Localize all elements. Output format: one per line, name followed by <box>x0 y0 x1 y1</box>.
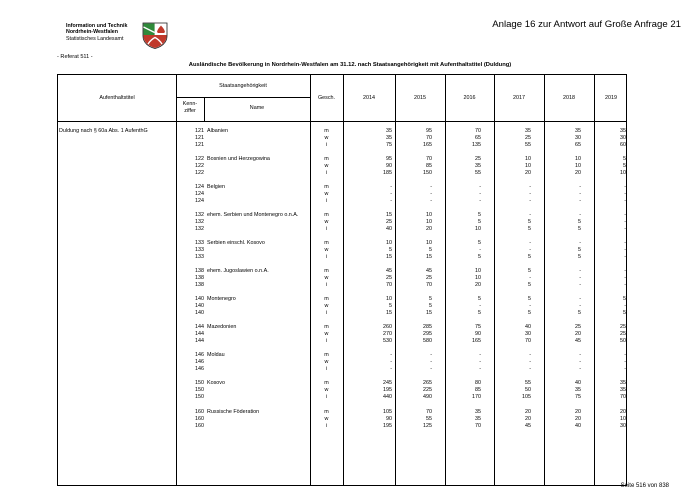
value-cell-2019: 30 <box>620 135 626 141</box>
value-cell-2019: 30 <box>620 423 626 429</box>
country-name-cell: Moldau <box>207 352 225 358</box>
value-cell-2014: 185 <box>383 170 392 176</box>
value-cell-2016: - <box>479 198 481 204</box>
col-staatsangehoerigkeit: Staatsangehörigkeit <box>219 83 267 89</box>
col-year-2019: 2019 <box>605 95 617 101</box>
value-cell-2018: 20 <box>575 170 581 176</box>
value-cell-2017: 5 <box>528 310 531 316</box>
table-caption: Ausländische Bevölkerung in Nordrhein-Westfalen am 31.12. nach Staatsangehörigkeit mit Aufenthaltstitel (Duldung) <box>188 62 512 68</box>
value-cell-2019: - <box>624 303 626 309</box>
col-aufenthaltstitel: Aufenthaltstitel <box>99 95 135 101</box>
kennziffer-cell: 150 <box>195 380 204 386</box>
kennziffer-cell: 146 <box>195 359 204 365</box>
value-cell-2014: 5 <box>389 247 392 253</box>
geschlecht-cell: w <box>324 387 329 393</box>
value-cell-2016: - <box>479 303 481 309</box>
value-cell-2015: 15 <box>426 310 432 316</box>
value-cell-2014: 5 <box>389 303 392 309</box>
value-cell-2018: - <box>579 240 581 246</box>
value-cell-2016: 135 <box>472 142 481 148</box>
col-year-2016: 2016 <box>463 95 476 101</box>
value-cell-2019: - <box>624 352 626 358</box>
value-cell-2015: 95 <box>426 128 432 134</box>
value-cell-2015: - <box>430 359 432 365</box>
kennziffer-cell: 121 <box>195 135 204 141</box>
geschlecht-cell: w <box>324 303 329 309</box>
data-table <box>57 74 627 486</box>
kennziffer-cell: 150 <box>195 394 204 400</box>
value-cell-2017: 5 <box>528 219 531 225</box>
value-cell-2019: 25 <box>620 324 626 330</box>
value-cell-2019: 5 <box>623 310 626 316</box>
value-cell-2019: - <box>624 268 626 274</box>
value-cell-2016: 65 <box>475 135 481 141</box>
value-cell-2018: 45 <box>575 338 581 344</box>
org-name <box>66 23 127 42</box>
value-cell-2016: - <box>479 247 481 253</box>
value-cell-2017: - <box>529 352 531 358</box>
kennziffer-cell: 160 <box>195 416 204 422</box>
value-cell-2019: 35 <box>620 387 626 393</box>
value-cell-2014: - <box>390 359 392 365</box>
geschlecht-cell: m <box>324 296 329 302</box>
value-cell-2018: - <box>579 268 581 274</box>
kennziffer-cell: 122 <box>195 163 204 169</box>
value-cell-2016: 10 <box>475 275 481 281</box>
value-cell-2016: 80 <box>475 380 481 386</box>
value-cell-2015: 150 <box>423 170 432 176</box>
geschlecht-cell: w <box>324 135 329 141</box>
geschlecht-cell: i <box>325 423 328 429</box>
kennziffer-cell: 146 <box>195 352 204 358</box>
value-cell-2019: 35 <box>620 128 626 134</box>
value-cell-2019: 70 <box>620 394 626 400</box>
value-cell-2015: 20 <box>426 226 432 232</box>
value-cell-2018: - <box>579 359 581 365</box>
kennziffer-cell: 133 <box>195 247 204 253</box>
page-number: Seite 516 von 838 <box>620 483 669 489</box>
value-cell-2018: - <box>579 198 581 204</box>
value-cell-2014: 10 <box>386 296 392 302</box>
value-cell-2016: - <box>479 366 481 372</box>
value-cell-2014: 105 <box>383 409 392 415</box>
geschlecht-cell: i <box>325 282 328 288</box>
value-cell-2015: - <box>430 191 432 197</box>
value-cell-2017: 20 <box>525 170 531 176</box>
value-cell-2014: 70 <box>386 282 392 288</box>
value-cell-2015: - <box>430 352 432 358</box>
value-cell-2018: - <box>579 282 581 288</box>
value-cell-2016: - <box>479 352 481 358</box>
kennziffer-cell: 138 <box>195 268 204 274</box>
value-cell-2016: 85 <box>475 387 481 393</box>
value-cell-2015: 70 <box>426 409 432 415</box>
value-cell-2014: 245 <box>383 380 392 386</box>
value-cell-2014: 15 <box>386 310 392 316</box>
kennziffer-cell: 146 <box>195 366 204 372</box>
value-cell-2018: - <box>579 366 581 372</box>
value-cell-2017: - <box>529 366 531 372</box>
nrw-crest-icon <box>142 22 168 49</box>
value-cell-2018: 35 <box>575 128 581 134</box>
value-cell-2018: 40 <box>575 423 581 429</box>
kennziffer-cell: 140 <box>195 303 204 309</box>
value-cell-2016: 75 <box>475 324 481 330</box>
value-cell-2017: 5 <box>528 226 531 232</box>
value-cell-2018: 65 <box>575 142 581 148</box>
value-cell-2014: 35 <box>386 128 392 134</box>
value-cell-2016: 10 <box>475 226 481 232</box>
geschlecht-cell: m <box>324 324 329 330</box>
value-cell-2016: 20 <box>475 282 481 288</box>
value-cell-2018: 5 <box>578 219 581 225</box>
kennziffer-cell: 121 <box>195 142 204 148</box>
value-cell-2017: 10 <box>525 163 531 169</box>
kennziffer-cell: 132 <box>195 226 204 232</box>
geschlecht-cell: m <box>324 156 329 162</box>
geschlecht-cell: m <box>324 240 329 246</box>
value-cell-2015: 45 <box>426 268 432 274</box>
value-cell-2014: 260 <box>383 324 392 330</box>
value-cell-2015: 125 <box>423 423 432 429</box>
value-cell-2019: - <box>624 198 626 204</box>
value-cell-2016: 35 <box>475 416 481 422</box>
kennziffer-cell: 133 <box>195 240 204 246</box>
title-row-label: Duldung nach § 60a Abs. 1 AufenthG <box>59 128 148 134</box>
geschlecht-cell: i <box>325 254 328 260</box>
value-cell-2015: 10 <box>426 240 432 246</box>
value-cell-2014: - <box>390 352 392 358</box>
geschlecht-cell: i <box>325 170 328 176</box>
country-name-cell: Kosovo <box>207 380 225 386</box>
geschlecht-cell: m <box>324 352 329 358</box>
value-cell-2017: 5 <box>528 254 531 260</box>
org-line-1: Information und Technik <box>66 23 128 29</box>
value-cell-2016: 5 <box>478 296 481 302</box>
kennziffer-cell: 133 <box>195 254 204 260</box>
kennziffer-cell: 144 <box>195 324 204 330</box>
value-cell-2015: 85 <box>426 163 432 169</box>
value-cell-2015: 5 <box>429 247 432 253</box>
value-cell-2015: 10 <box>426 212 432 218</box>
value-cell-2014: 35 <box>386 135 392 141</box>
kennziffer-cell: 160 <box>195 409 204 415</box>
value-cell-2016: 10 <box>475 268 481 274</box>
org-line-3: Statistisches Landesamt <box>66 35 124 42</box>
col-name: Name <box>249 105 265 111</box>
value-cell-2017: - <box>529 359 531 365</box>
kennziffer-cell: 144 <box>195 331 204 337</box>
value-cell-2018: 5 <box>578 254 581 260</box>
value-cell-2019: 60 <box>620 142 626 148</box>
value-cell-2017: 40 <box>525 324 531 330</box>
value-cell-2017: - <box>529 275 531 281</box>
value-cell-2018: 75 <box>575 394 581 400</box>
value-cell-2016: 5 <box>478 240 481 246</box>
geschlecht-cell: w <box>324 191 329 197</box>
value-cell-2019: - <box>624 240 626 246</box>
value-cell-2019: - <box>624 219 626 225</box>
value-cell-2014: 40 <box>386 226 392 232</box>
kennziffer-cell: 140 <box>195 296 204 302</box>
value-cell-2015: - <box>430 366 432 372</box>
value-cell-2015: 580 <box>423 338 432 344</box>
value-cell-2019: 35 <box>620 380 626 386</box>
value-cell-2015: 55 <box>426 416 432 422</box>
value-cell-2015: 25 <box>426 275 432 281</box>
value-cell-2019: - <box>624 359 626 365</box>
geschlecht-cell: m <box>324 380 329 386</box>
kennziffer-cell: 138 <box>195 275 204 281</box>
value-cell-2014: 530 <box>383 338 392 344</box>
annex-title: Anlage 16 zur Antwort auf Große Anfrage 21 <box>492 19 681 30</box>
value-cell-2015: 15 <box>426 254 432 260</box>
value-cell-2018: 20 <box>575 331 581 337</box>
value-cell-2016: 70 <box>475 128 481 134</box>
geschlecht-cell: w <box>324 247 329 253</box>
value-cell-2016: 25 <box>475 156 481 162</box>
geschlecht-cell: i <box>325 142 328 148</box>
value-cell-2019: 25 <box>620 331 626 337</box>
geschlecht-cell: i <box>325 310 328 316</box>
geschlecht-cell: m <box>324 268 329 274</box>
value-cell-2019: 5 <box>623 163 626 169</box>
value-cell-2014: - <box>390 184 392 190</box>
value-cell-2017: 5 <box>528 296 531 302</box>
value-cell-2014: 195 <box>383 423 392 429</box>
value-cell-2017: - <box>529 247 531 253</box>
value-cell-2019: 10 <box>620 170 626 176</box>
value-cell-2016: - <box>479 184 481 190</box>
value-cell-2018: - <box>579 191 581 197</box>
value-cell-2014: 15 <box>386 212 392 218</box>
value-cell-2017: 55 <box>525 380 531 386</box>
value-cell-2017: - <box>529 303 531 309</box>
value-cell-2018: 20 <box>575 409 581 415</box>
col-year-2015: 2015 <box>414 95 426 101</box>
value-cell-2015: 70 <box>426 135 432 141</box>
value-cell-2014: 75 <box>386 142 392 148</box>
value-cell-2016: 55 <box>475 170 481 176</box>
value-cell-2018: - <box>579 212 581 218</box>
value-cell-2017: - <box>529 191 531 197</box>
country-name-cell: Bosnien und Herzegowina <box>207 156 270 162</box>
kennziffer-cell: 150 <box>195 387 204 393</box>
value-cell-2017: - <box>529 240 531 246</box>
referat-label: - Referat 511 - <box>57 54 93 60</box>
value-cell-2018: 25 <box>575 324 581 330</box>
value-cell-2014: - <box>390 198 392 204</box>
geschlecht-cell: w <box>324 416 329 422</box>
value-cell-2015: 5 <box>429 303 432 309</box>
col-year-2018: 2018 <box>563 95 575 101</box>
value-cell-2017: 10 <box>525 156 531 162</box>
value-cell-2015: - <box>430 184 432 190</box>
value-cell-2017: - <box>529 212 531 218</box>
geschlecht-cell: m <box>324 409 329 415</box>
value-cell-2014: 270 <box>383 331 392 337</box>
kennziffer-cell: 160 <box>195 423 204 429</box>
value-cell-2018: - <box>579 303 581 309</box>
value-cell-2018: 40 <box>575 380 581 386</box>
value-cell-2019: 5 <box>623 156 626 162</box>
value-cell-2016: 5 <box>478 212 481 218</box>
value-cell-2017: 20 <box>525 409 531 415</box>
value-cell-2019: 50 <box>620 338 626 344</box>
value-cell-2016: 170 <box>472 394 481 400</box>
value-cell-2015: 285 <box>423 324 432 330</box>
country-name-cell: Mazedonien <box>207 324 237 330</box>
value-cell-2014: - <box>390 366 392 372</box>
value-cell-2015: - <box>430 198 432 204</box>
value-cell-2016: 70 <box>475 423 481 429</box>
value-cell-2019: 5 <box>623 296 626 302</box>
col-year-2014: 2014 <box>363 95 375 101</box>
value-cell-2019: - <box>624 191 626 197</box>
value-cell-2019: - <box>624 282 626 288</box>
value-cell-2014: 90 <box>386 416 392 422</box>
geschlecht-cell: i <box>325 226 328 232</box>
value-cell-2019: 10 <box>620 416 626 422</box>
country-name-cell: Albanien <box>207 128 228 134</box>
org-line-2: Nordrhein-Westfalen <box>66 29 118 36</box>
value-cell-2017: 20 <box>525 416 531 422</box>
country-name-cell: Serbien einschl. Kosovo <box>207 240 265 246</box>
value-cell-2016: 5 <box>478 310 481 316</box>
value-cell-2016: 35 <box>475 409 481 415</box>
value-cell-2017: 30 <box>525 331 531 337</box>
value-cell-2014: 15 <box>386 254 392 260</box>
kennziffer-cell: 138 <box>195 282 204 288</box>
value-cell-2018: - <box>579 352 581 358</box>
value-cell-2016: 5 <box>478 219 481 225</box>
value-cell-2014: 45 <box>386 268 392 274</box>
value-cell-2015: 490 <box>423 394 432 400</box>
value-cell-2015: 10 <box>426 219 432 225</box>
value-cell-2017: 35 <box>525 128 531 134</box>
kennziffer-cell: 140 <box>195 310 204 316</box>
value-cell-2017: 50 <box>525 387 531 393</box>
kennziffer-cell: 121 <box>195 128 204 134</box>
value-cell-2015: 5 <box>429 296 432 302</box>
value-cell-2018: 10 <box>575 156 581 162</box>
value-cell-2018: - <box>579 296 581 302</box>
value-cell-2019: 20 <box>620 409 626 415</box>
geschlecht-cell: m <box>324 212 329 218</box>
geschlecht-cell: m <box>324 128 329 134</box>
kennziffer-cell: 132 <box>195 219 204 225</box>
col-geschlecht: Gesch. <box>317 95 336 101</box>
kennziffer-cell: 124 <box>195 198 204 204</box>
kennziffer-cell: 132 <box>195 212 204 218</box>
value-cell-2014: 90 <box>386 163 392 169</box>
value-cell-2019: - <box>624 254 626 260</box>
value-cell-2019: - <box>624 366 626 372</box>
kennziffer-cell: 144 <box>195 338 204 344</box>
value-cell-2018: - <box>579 275 581 281</box>
value-cell-2018: 35 <box>575 387 581 393</box>
value-cell-2015: 165 <box>423 142 432 148</box>
kennziffer-cell: 122 <box>195 170 204 176</box>
value-cell-2017: 45 <box>525 423 531 429</box>
value-cell-2018: 10 <box>575 163 581 169</box>
geschlecht-cell: i <box>325 338 328 344</box>
geschlecht-cell: w <box>324 359 329 365</box>
geschlecht-cell: w <box>324 219 329 225</box>
value-cell-2017: 5 <box>528 282 531 288</box>
value-cell-2019: - <box>624 247 626 253</box>
value-cell-2015: 70 <box>426 282 432 288</box>
value-cell-2017: 55 <box>525 142 531 148</box>
value-cell-2018: 5 <box>578 226 581 232</box>
kennziffer-cell: 122 <box>195 156 204 162</box>
value-cell-2019: - <box>624 212 626 218</box>
value-cell-2018: 20 <box>575 416 581 422</box>
value-cell-2018: 30 <box>575 135 581 141</box>
geschlecht-cell: w <box>324 163 329 169</box>
geschlecht-cell: w <box>324 331 329 337</box>
value-cell-2017: 70 <box>525 338 531 344</box>
country-name-cell: ehem. Jugoslawien o.n.A. <box>207 268 269 274</box>
value-cell-2016: 5 <box>478 254 481 260</box>
value-cell-2014: 195 <box>383 387 392 393</box>
value-cell-2018: 5 <box>578 247 581 253</box>
value-cell-2014: 10 <box>386 240 392 246</box>
value-cell-2015: 70 <box>426 156 432 162</box>
country-name-cell: ehem. Serbien und Montenegro o.n.A. <box>207 212 299 218</box>
value-cell-2017: 25 <box>525 135 531 141</box>
value-cell-2019: - <box>624 184 626 190</box>
geschlecht-cell: i <box>325 366 328 372</box>
value-cell-2014: 440 <box>383 394 392 400</box>
value-cell-2017: 5 <box>528 268 531 274</box>
value-cell-2014: 25 <box>386 275 392 281</box>
value-cell-2014: 95 <box>386 156 392 162</box>
geschlecht-cell: m <box>324 184 329 190</box>
country-name-cell: Russische Föderation <box>207 409 260 415</box>
kennziffer-cell: 124 <box>195 191 204 197</box>
value-cell-2015: 295 <box>423 331 432 337</box>
geschlecht-cell: w <box>324 275 329 281</box>
geschlecht-cell: i <box>325 198 328 204</box>
value-cell-2016: 165 <box>472 338 481 344</box>
value-cell-2019: - <box>624 226 626 232</box>
value-cell-2016: - <box>479 191 481 197</box>
col-year-2017: 2017 <box>513 95 525 101</box>
value-cell-2016: 35 <box>475 163 481 169</box>
country-name-cell: Montenegro <box>207 296 236 302</box>
value-cell-2015: 225 <box>423 387 432 393</box>
value-cell-2016: - <box>479 359 481 365</box>
value-cell-2015: 265 <box>423 380 432 386</box>
value-cell-2018: 5 <box>578 310 581 316</box>
value-cell-2016: 90 <box>475 331 481 337</box>
value-cell-2017: 105 <box>522 394 531 400</box>
value-cell-2019: - <box>624 275 626 281</box>
value-cell-2018: - <box>579 184 581 190</box>
kennziffer-cell: 124 <box>195 184 204 190</box>
country-name-cell: Belgien <box>207 184 225 190</box>
col-kennziffer: Kenn- ziffer <box>182 101 198 114</box>
value-cell-2014: - <box>390 191 392 197</box>
geschlecht-cell: i <box>325 394 328 400</box>
value-cell-2017: - <box>529 198 531 204</box>
value-cell-2014: 25 <box>386 219 392 225</box>
value-cell-2017: - <box>529 184 531 190</box>
